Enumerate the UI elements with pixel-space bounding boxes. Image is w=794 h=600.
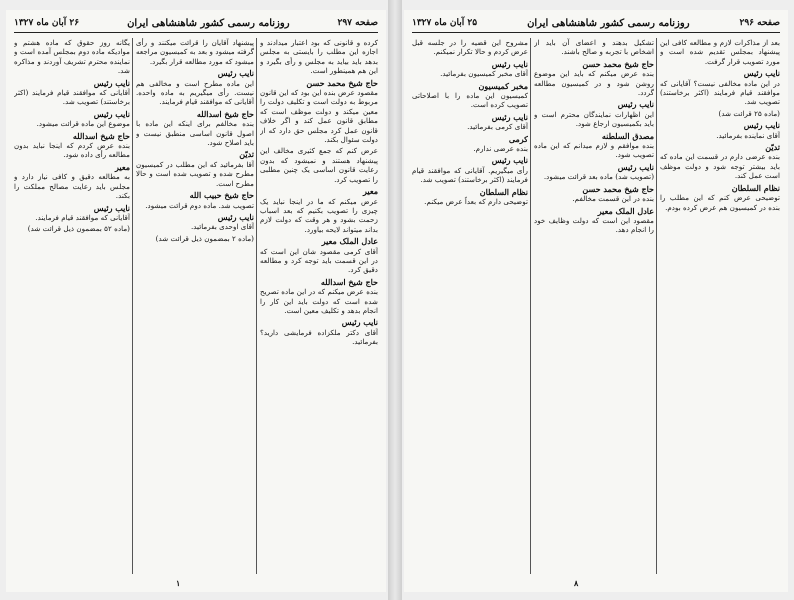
paragraph-text: تصویب شد. ماده دوم قرائت میشود. [145, 200, 254, 210]
paragraph-text: بنده موافقم و لازم میدانم که این ماده تصویب شود. [534, 141, 654, 160]
paragraph-text: آقای کرمی مقصود شان این است که در این قسمت باید توجه کرد و مطالعه دقیق کرد. [260, 246, 378, 275]
right-footer-number: ۸ [574, 578, 579, 588]
speaker-name: تدیّن [239, 149, 254, 160]
book-gutter [388, 0, 402, 600]
paragraph-text: بنده در این قسمت مخالفم. [572, 194, 654, 204]
speaker-name: معیر [363, 186, 378, 197]
paragraph-text: آقایانی که موافقند قیام فرمایند. [35, 212, 130, 222]
speaker-name: نظام السلطان [731, 182, 780, 193]
left-columns [14, 38, 378, 574]
paragraph-text: یگانه روز حقوق که ماده هشتم و موادیکه ماده دوم بمجلس آمده است و نماینده محترم تشریف آوردند و مذاکره شد. [14, 38, 130, 76]
paragraph-text: این ماده مطرح است و مخالفی هم نیست. رأی میگیریم به ماده واحده. آقایانی که موافقند قیام فرمایند. [136, 78, 254, 107]
right-newspaper-title: روزنامه رسمی کشور شاهنشاهی ایران [527, 17, 690, 29]
paragraph-text: آقای اوحدی بفرمائید. [191, 222, 254, 232]
speaker-name: حاج شیخ حبیب الله [189, 190, 254, 201]
paragraph-text: تشکیل بدهند و اعضای آن باید از اشخاص با تجربه و صالح باشند. [534, 38, 654, 57]
paragraph-text: عرض کنم که جمع کثیری مخالف این پیشنهاد هستند و نمیشود که بدون رعایت قانون اساسی یک چنین مطلبی را تصویب کرد. [260, 146, 378, 184]
right-page [404, 10, 788, 592]
paragraph-text: بنده مخالفم برای اینکه این ماده با اصول قانون اساسی منطبق نیست و باید اصلاح شود. [136, 119, 254, 148]
right-columns [412, 38, 780, 574]
paragraph-text: مقصود این است که دولت وظایف خود را انجام دهد. [534, 215, 654, 235]
paragraph-text: مشروح این قضیه را در جلسه قبل عرض کردم و حالا تکرار نمیکنم. [412, 38, 528, 57]
column-rule [656, 38, 657, 574]
speaker-name: نایب رئیس [617, 161, 654, 172]
right-page-date: ۲۵ آبان ماه ۱۳۲۷ [412, 18, 478, 28]
speaker-name: کرمی [508, 133, 528, 144]
right-column-3 [412, 38, 528, 574]
paragraph-text: مقصود عرض بنده این بود که این قانون مربوط به دولت است و تکلیف دولت را معین میکند و دولت موظف است که مطابق قانون عمل کند و اگر خلاف قانون عمل کرد مجلس حق دارد که از دولت سئوال بکند. [260, 88, 378, 145]
paragraph-text: این اظهارات نمایندگان محترم است و باید بکمیسیون ارجاع شود. [534, 109, 654, 129]
speaker-name: عادل الملک معیر [597, 205, 654, 216]
speaker-name: معیر [115, 161, 130, 172]
column-rule [256, 38, 257, 574]
paragraph-text: در این ماده مخالفی نیست؟ آقایانی که موافقند قیام فرمایند (اکثر برخاستند) تصویب شد. [660, 78, 780, 107]
paragraph-text: آقایانی که موافقند قیام فرمایند (اکثر برخاستند) تصویب شد. [14, 88, 130, 107]
speaker-name: حاج شیخ محمد حسن [582, 183, 654, 194]
paragraph-text: پیشنهاد آقایان را قرائت میکنند و رأی گرفته میشود و بعد به کمیسیون مراجعه میشود که مورد مطالعه قرار بگیرد. [136, 38, 254, 66]
column-rule [132, 38, 133, 574]
speaker-name: حاج شیخ اسدالله [72, 130, 130, 141]
speaker-name: نایب رئیس [341, 317, 378, 328]
left-column-2 [136, 38, 254, 574]
right-column-2 [534, 38, 654, 574]
paragraph-text: بنده عرض میکنم که باید این موضوع روشن شود و در کمیسیون مطالعه گردد. [534, 69, 654, 98]
paragraph-text: موضوع این ماده قرائت میشود. [36, 119, 130, 129]
speaker-name: نایب رئیس [491, 111, 528, 122]
left-footer-number: ۱ [176, 578, 181, 588]
paragraph-text: (ماده ۲ بمضمون ذیل قرائت شد) [155, 233, 254, 243]
paragraph-text: بنده عرضی دارم در قسمت این ماده که باید بیشتر توجه شود و دولت موظف است عمل کند. [660, 152, 780, 181]
speaker-name: عادل الملک معیر [321, 236, 378, 247]
right-column-1 [660, 38, 780, 574]
paragraph-text: توضیحی دارم که بعداً عرض میکنم. [424, 197, 528, 207]
paragraph-text: توضیحی عرض کنم که این مطلب را بنده در کمیسیون هم عرض کرده بودم. [660, 193, 780, 212]
left-page [6, 10, 386, 592]
paragraph-text: بعد از مذاکرات لازم و مطالعه کافی این پیشنهاد بمجلس تقدیم شده است و مورد تصویب قرار گرفت. [660, 38, 780, 66]
paragraph-text: کمیسیون این ماده را با اصلاحاتی تصویب کرده است. [412, 91, 528, 110]
speaker-name: نایب رئیس [743, 120, 780, 131]
paragraph-text: (ماده ۵۲ بمضمون ذیل قرائت شد) [27, 224, 130, 234]
speaker-name: نایب رئیس [617, 99, 654, 110]
speaker-name: نظام السلطان [479, 186, 528, 197]
speaker-name: حاج شیخ اسدالله [320, 276, 378, 287]
paragraph-text: آقای کرمی بفرمائید. [467, 122, 528, 132]
speaker-name: حاج شیخ محمد حسن [306, 77, 378, 88]
right-page-header [412, 14, 780, 33]
left-column-3 [14, 38, 130, 574]
speaker-name: حاج شیخ اسدالله [196, 108, 254, 119]
paragraph-text: رأی میگیریم. آقایانی که موافقند قیام فرمایند (اکثر برخاستند) تصویب شد. [412, 165, 528, 185]
speaker-name: مخبر کمیسیون [478, 80, 528, 91]
speaker-name: نایب رئیس [743, 68, 780, 79]
paragraph-text: آقای دکتر ملکزاده فرمایشی دارید؟ بفرمائید. [260, 327, 378, 347]
left-column-1 [260, 38, 378, 574]
speaker-name: نایب رئیس [93, 202, 130, 213]
speaker-name: تدیّن [765, 142, 780, 153]
left-page-number: صفحه ۲۹۷ [337, 18, 378, 28]
speaker-name: مصدق السلطنه [601, 130, 654, 141]
paragraph-text: آقای مخبر کمیسیون بفرمائید. [440, 69, 528, 79]
speaker-name: نایب رئیس [93, 108, 130, 119]
paragraph-text: کرده و قانونی که بود اعتبار میدادند و اجازه این مطلب را بایستی به مجلس بدهد باید بیاید به مجلس و رأی بگیرد و این هم همینطور است. [260, 38, 378, 76]
speaker-name: حاج شیخ محمد حسن [582, 58, 654, 69]
speaker-name: نایب رئیس [93, 77, 130, 88]
paragraph-text: عرض میکنم که ما در اینجا نباید یک چیزی را تصویب بکنیم که بعد اسباب زحمت بشود و هر وقت که دولت لازم بداند میتواند لایحه بیاورد. [260, 196, 378, 234]
speaker-name: نایب رئیس [491, 155, 528, 166]
paragraph-text: (تصویب شد) ماده بعد قرائت میشود. [543, 172, 654, 182]
speaker-name: نایب رئیس [217, 68, 254, 79]
left-newspaper-title: روزنامه رسمی کشور شاهنشاهی ایران [127, 17, 290, 29]
column-rule [530, 38, 531, 574]
paragraph-text: بنده عرض میکنم که در این ماده تصریح شده است که دولت باید این کار را انجام بدهد و تکلیف معین است. [260, 287, 378, 315]
left-page-date: ۲۶ آبان ماه ۱۳۲۷ [14, 18, 80, 28]
speaker-name: نایب رئیس [217, 211, 254, 222]
paragraph-text: بنده عرضی ندارم. [473, 144, 528, 154]
paragraph-text: (ماده ۲۵ قرائت شد) [718, 108, 780, 118]
speaker-name: نایب رئیس [491, 58, 528, 69]
paragraph-text: به مطالعه دقیق و کافی نیاز دارد و مجلس باید رعایت مصالح مملکت را بکند. [14, 172, 130, 201]
left-page-header [14, 14, 378, 33]
paragraph-text: آقا بفرمائید که این مطلب در کمیسیون مطرح شده و تصویب شده است و حالا مطرح است. [136, 159, 254, 188]
paragraph-text: بنده عرض کردم که اینجا نباید بدون مطالعه رأی داده شود. [14, 141, 130, 160]
right-page-number: صفحه ۲۹۶ [739, 18, 780, 28]
paragraph-text: آقای نماینده بفرمائید. [716, 130, 780, 140]
